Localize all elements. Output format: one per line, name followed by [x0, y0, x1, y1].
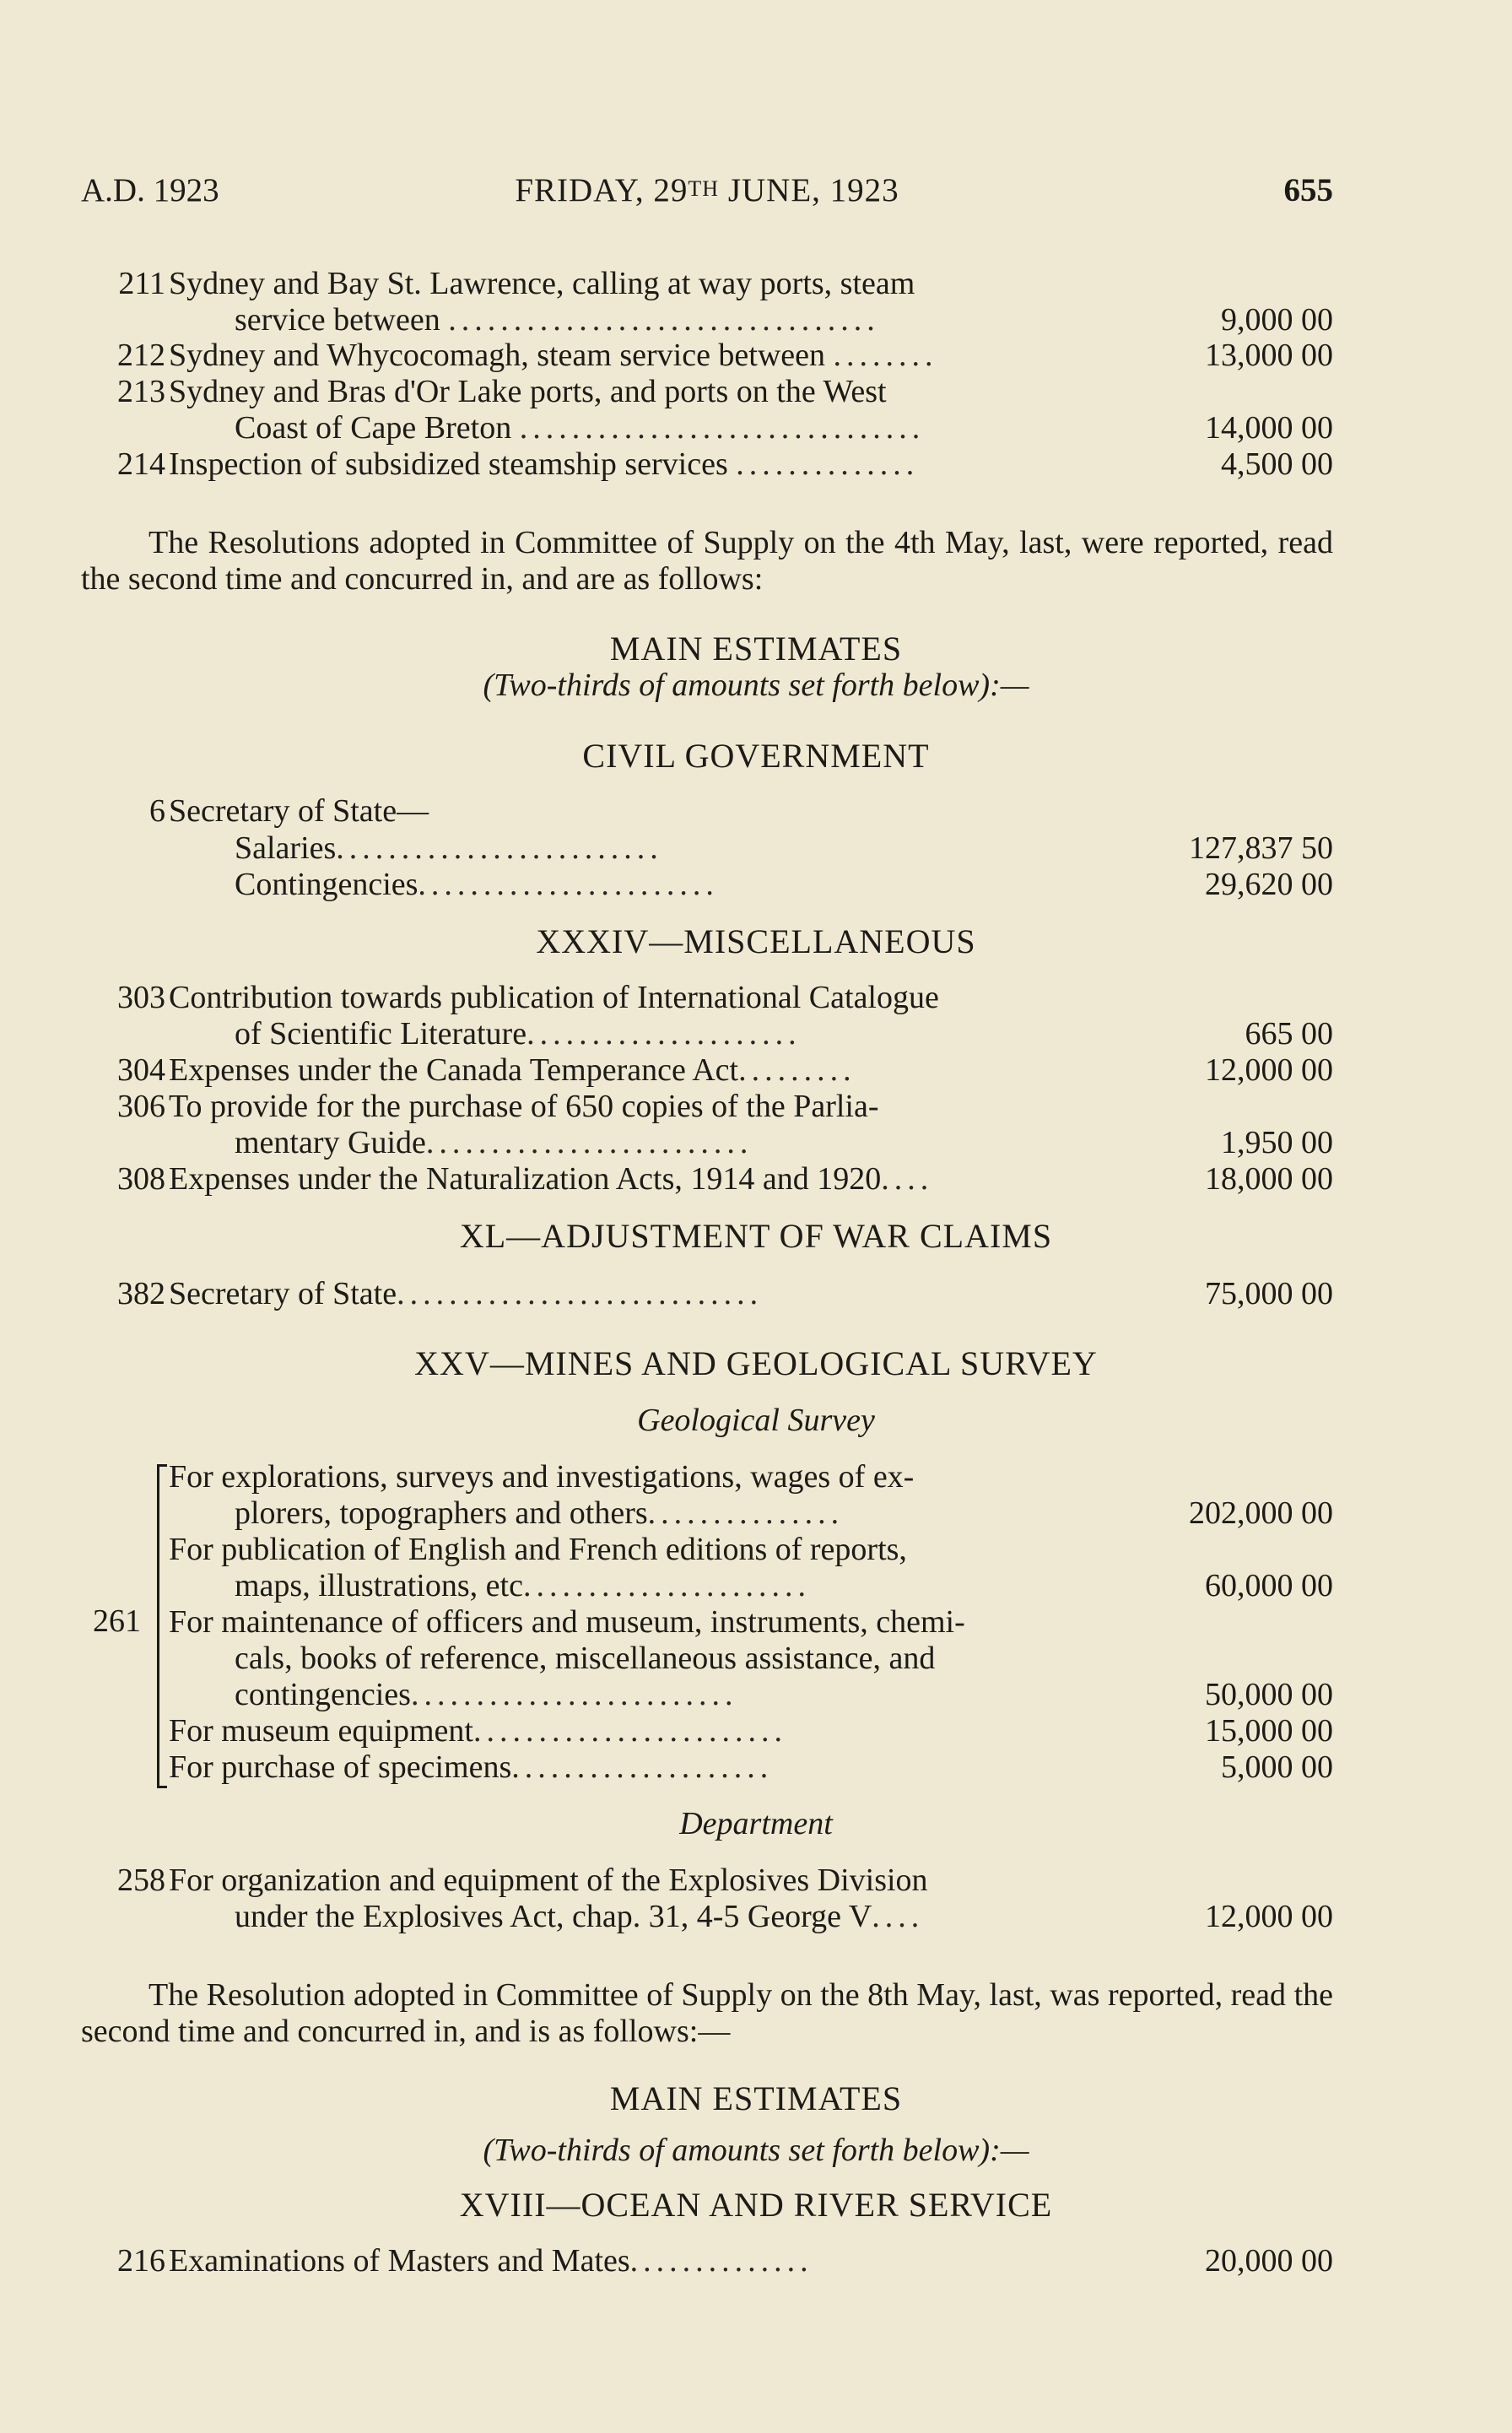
- item-214: 214 Inspection of subsidized steamship services .............. 4,500 00: [117, 446, 1333, 482]
- item-303: 303 Contribution towards publication of International Catalogue: [117, 980, 939, 1015]
- item-261-c: For maintenance of officers and museum, instruments, chemi-: [169, 1604, 965, 1640]
- header-year: A.D. 1923: [81, 172, 219, 208]
- item-213: 213 Sydney and Bras d'Or Lake ports, and ports on the West: [117, 374, 887, 409]
- item-382: 382 Secretary of State............................ 75,000 00: [117, 1276, 1333, 1311]
- page-header: [81, 171, 1333, 222]
- department-subheading: Department: [679, 1806, 833, 1841]
- item-212: 212 Sydney and Whycocomagh, steam service between ........ 13,000 00: [117, 338, 1333, 373]
- item-213-cont: Coast of Cape Breton ............................... 14,000 00: [235, 410, 1333, 446]
- mines-heading: XXV—MINES AND GEOLOGICAL SURVEY: [414, 1344, 1098, 1382]
- item-261-number: 261: [93, 1603, 141, 1639]
- main-estimates-heading-1: MAIN ESTIMATES: [609, 630, 903, 668]
- two-thirds-note-2: (Two-thirds of amounts set forth below):—: [483, 2133, 1029, 2168]
- item-6: 6 Secretary of State—: [149, 793, 429, 829]
- miscellaneous-heading: XXXIV—MISCELLANEOUS: [536, 922, 976, 960]
- ocean-river-heading: XVIII—OCEAN AND RIVER SERVICE: [459, 2186, 1053, 2224]
- item-211: 211 Sydney and Bay St. Lawrence, calling at way ports, steam: [118, 266, 915, 301]
- civil-government-heading: CIVIL GOVERNMENT: [582, 737, 930, 775]
- item-261-c-cont: cals, books of reference, miscellaneous assistance, and: [235, 1641, 936, 1676]
- item-261-e: For purchase of specimens.................... 5,000 00: [169, 1749, 1333, 1785]
- header-date: FRIDAY, 29TH JUNE, 1923: [515, 172, 899, 208]
- item-261-a-cont: plorers, topographers and others............... 202,000 00: [235, 1495, 1333, 1531]
- item-306: 306 To provide for the purchase of 650 copies of the Parlia-: [117, 1089, 879, 1124]
- item-303-cont: of Scientific Literature..................... 665 00: [235, 1016, 1333, 1052]
- resolution-paragraph-1: The Resolutions adopted in Committee of Supply on the 4th May, last, were reported, read the second time and concurred in, and are as follows:: [81, 525, 1333, 597]
- item-258: 258 For organization and equipment of the Explosives Division: [117, 1863, 928, 1898]
- item-261-a: For explorations, surveys and investigations, wages of ex-: [169, 1459, 915, 1495]
- main-estimates-heading-2: MAIN ESTIMATES: [609, 2079, 903, 2117]
- item-261-b: For publication of English and French editions of reports,: [169, 1532, 907, 1567]
- item-261-b-cont: maps, illustrations, etc...................... 60,000 00: [235, 1568, 1333, 1603]
- item-304: 304 Expenses under the Canada Temperance Act......... 12,000 00: [117, 1052, 1333, 1088]
- item-261-c-cont2: contingencies......................... 50,000 00: [235, 1677, 1333, 1712]
- page-number: 655: [1283, 172, 1333, 208]
- item-211-cont: service between ................................. 9,000 00: [235, 302, 1333, 338]
- item-6-contingencies: Contingencies....................... 29,620 00: [235, 867, 1333, 902]
- item-258-cont: under the Explosives Act, chap. 31, 4-5 George V.... 12,000 00: [235, 1899, 1333, 1934]
- item-216: 216 Examinations of Masters and Mates.............. 20,000 00: [117, 2243, 1333, 2279]
- item-308: 308 Expenses under the Naturalization Acts, 1914 and 1920.... 18,000 00: [117, 1161, 1333, 1197]
- item-6-salaries: Salaries......................... 127,837 50: [235, 830, 1333, 866]
- two-thirds-note-1: (Two-thirds of amounts set forth below):—: [483, 668, 1029, 703]
- item-306-cont: mentary Guide......................... 1,950 00: [235, 1125, 1333, 1160]
- resolution-paragraph-2: The Resolution adopted in Committee of Supply on the 8th May, last, was reported, read the second time and concurred in, and is as follows:—: [81, 1977, 1333, 2049]
- item-261-d: For museum equipment........................ 15,000 00: [169, 1713, 1333, 1749]
- geological-survey-subheading: Geological Survey: [637, 1403, 875, 1438]
- war-claims-heading: XL—ADJUSTMENT OF WAR CLAIMS: [459, 1217, 1053, 1255]
